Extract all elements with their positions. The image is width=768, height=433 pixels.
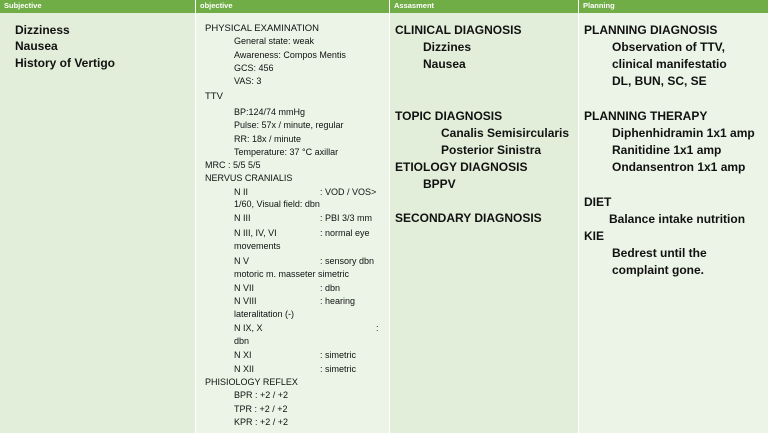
nerve-value-cont: motoric m. masseter simetric [234,269,350,279]
nerve-label: N VIII [234,296,257,306]
header-subjective: Subjective [4,1,42,10]
objective-column [196,13,389,433]
nerve-value: : hearing [320,296,356,306]
nerve-value-cont: dbn [234,336,250,346]
nerve-value-cont: movements [234,241,281,251]
nerve-value-cont: 1/60, Visual field: dbn [234,199,320,209]
general-state: General state: weak [234,36,315,46]
planning-column [579,13,768,433]
kie-item: complaint gone. [612,263,705,277]
etiology-diagnosis-title: ETIOLOGY DIAGNOSIS [395,160,528,174]
vas: VAS: 3 [234,76,262,86]
subjective-column [0,13,195,433]
nervus-cranialis-title: NERVUS CRANIALIS [205,173,293,183]
kie-item: Bedrest until the [612,246,707,260]
nerve-label: N XI [234,350,252,360]
nerve-value: : sensory dbn [320,256,375,266]
header-planning-cell [579,0,768,13]
header-assessment: Assasment [394,1,435,10]
nerve-label: N XII [234,364,255,374]
nerve-label: N V [234,256,250,266]
nerve-label: N III, IV, VI [234,228,277,238]
clinical-diagnosis-item: Dizzines [423,40,472,54]
nerve-value: : [376,323,379,333]
mrc: MRC : 5/5 5/5 [205,160,261,170]
clinical-diagnosis-title: CLINICAL DIAGNOSIS [395,23,522,37]
topic-diagnosis-item: Canalis Semisircularis [441,126,570,140]
blood-pressure: BP:124/74 mmHg [234,107,306,117]
planning-therapy-item: Diphenhidramin 1x1 amp [612,126,755,140]
planning-diagnosis-title: PLANNING DIAGNOSIS [584,23,718,37]
topic-diagnosis-item: Posterior Sinistra [441,143,542,157]
planning-diagnosis-item: DL, BUN, SC, SE [612,74,707,88]
subjective-item: Dizziness [15,23,70,37]
planning-diagnosis-item: Observation of TTV, [612,40,725,54]
respiratory-rate: RR: 18x / minute [234,134,302,144]
header-subjective-cell [0,0,195,13]
nerve-value: : PBI 3/3 mm [320,213,373,223]
header-objective: objective [200,1,233,10]
ttv-title: TTV [205,91,223,102]
topic-diagnosis-title: TOPIC DIAGNOSIS [395,109,503,123]
nerve-label: N II [234,187,249,197]
clinical-diagnosis-item: Nausea [423,57,466,71]
physiology-reflex-title: PHISIOLOGY REFLEX [205,377,298,387]
nerve-value-cont: lateralitation (-) [234,309,295,319]
nerve-value: : simetric [320,364,356,374]
reflex-tpr: TPR : +2 / +2 [234,404,288,414]
pulse: Pulse: 57x / minute, regular [234,120,344,130]
header-objective-cell [196,0,389,13]
planning-diagnosis-item: clinical manifestatio [612,57,727,71]
etiology-diagnosis-item: BPPV [423,177,456,191]
nerve-value: : dbn [320,283,341,293]
nerve-label: N IX, X [234,323,263,333]
planning-therapy-item: Ondansentron 1x1 amp [612,160,746,174]
nerve-value: : simetric [320,350,356,360]
kie-title: KIE [584,229,605,243]
assessment-column [390,13,578,433]
diet-title: DIET [584,195,612,209]
gcs: GCS: 456 [234,63,274,73]
header-assessment-cell [390,0,578,13]
awareness: Awareness: Compos Mentis [234,50,346,60]
reflex-kpr: KPR : +2 / +2 [234,417,289,427]
nerve-value: : VOD / VOS> [320,187,377,197]
nerve-label: N III [234,213,251,223]
physical-exam-title: PHYSICAL EXAMINATION [205,23,320,34]
secondary-diagnosis-title: SECONDARY DIAGNOSIS [395,211,542,225]
diet-item: Balance intake nutrition [609,212,746,226]
subjective-item: Nausea [15,39,58,53]
temperature: Temperature: 37 °C axillar [234,147,339,157]
header-planning: Planning [583,1,615,10]
reflex-bpr: BPR : +2 / +2 [234,390,289,400]
planning-therapy-item: Ranitidine 1x1 amp [612,143,722,157]
subjective-item: History of Vertigo [15,56,116,70]
planning-therapy-title: PLANNING THERAPY [584,109,708,123]
nerve-value: : normal eye [320,228,370,238]
nerve-label: N VII [234,283,255,293]
